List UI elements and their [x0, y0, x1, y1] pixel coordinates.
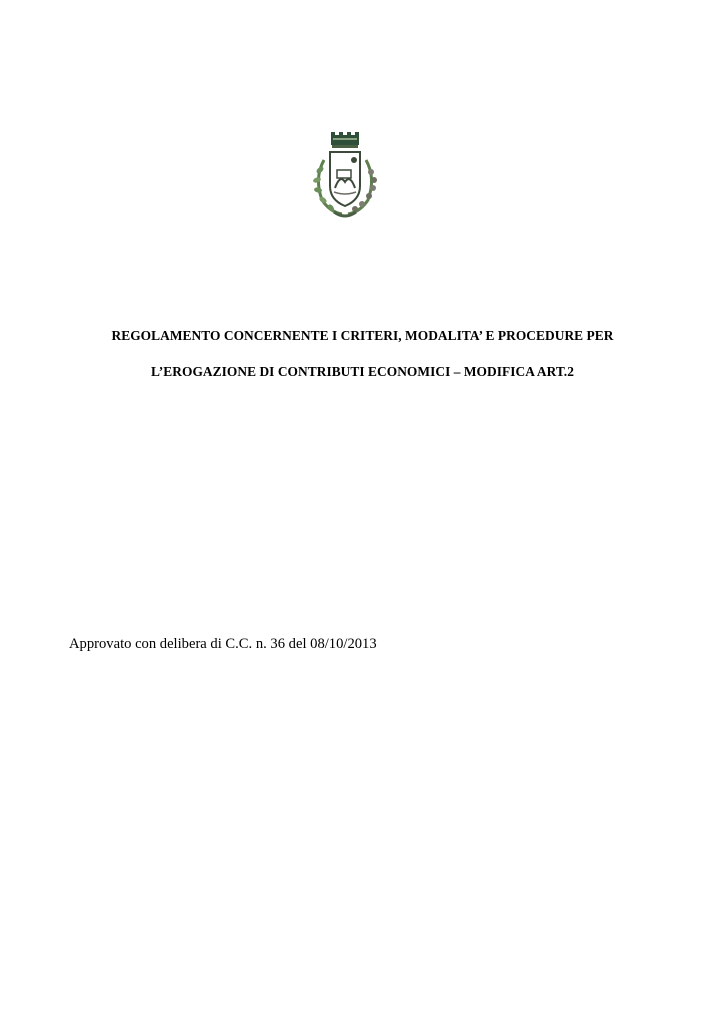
document-title-line-1: REGOLAMENTO CONCERNENTE I CRITERI, MODALITA’ E PROCEDURE PER: [111, 328, 614, 343]
crown-icon: [331, 132, 359, 148]
shield-icon: [330, 152, 360, 206]
document-title-line-2: L’EROGAZIONE DI CONTRIBUTI ECONOMICI – MODIFICA ART.2: [151, 364, 574, 379]
approval-note: Approvato con delibera di C.C. n. 36 del 08/10/2013: [69, 636, 377, 652]
ribbon-icon: [334, 212, 356, 216]
municipal-coat-of-arms-icon: [304, 130, 386, 222]
